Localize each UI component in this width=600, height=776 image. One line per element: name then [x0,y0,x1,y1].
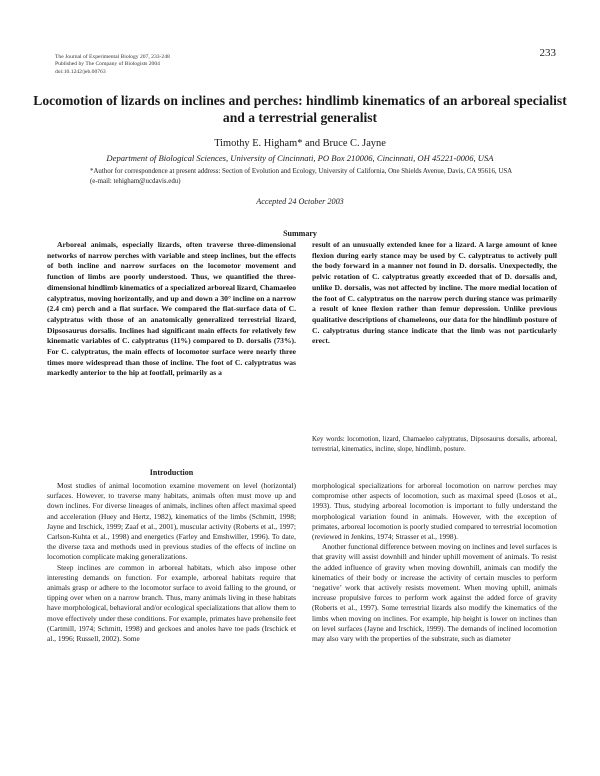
intro-paragraph: morphological specializations for arboreal locomotion on narrow perches may compromise other aspects of locomotion, such as maximal speed (Losos et al., 1993). Thus, studying arboreal locomotion is important to fully understand the morphological variation found in animals. However, with the exception of primates, arboreal locomotion is poorly studied compared to terrestrial locomotion (reviewed in Jenkins, 1974; Strasser et al., 1998). [312,481,557,542]
correspondence-note: *Author for correspondence at present address: Section of Evolution and Ecology, University of California, One Shields Avenue, Davis, CA 95616, USA (e-mail: tehigham@ucdavis.edu) [90,168,512,185]
keywords: Key words: locomotion, lizard, Chamaeleo calyptratus, Dipsosaurus dorsalis, arboreal, terrestrial, kinematics, incline, slope, hindlimb, posture. [312,436,557,454]
page-number: 233 [539,47,556,59]
intro-paragraph: Another functional difference between moving on inclines and level surfaces is that gravity will assist downhill and hinder uphill movement of animals. To resist the added influence of gravity when moving downhill, animals can modify the kinematics of their body or increase the activity of certain muscles to perform ‘negative’ work that actively resists movement. When moving uphill, animals increase propulsive forces to perform work against the added force of gravity (Roberts et al., 1997). Some terrestrial lizards also modify the kinematics of the limbs when moving on inclines. For example, hip height is lower on inclines than on level surfaces (Jayne and Irschick, 1999). The demands of inclined locomotion may also vary with the properties of the substrate, such as diameter [312,542,557,644]
journal-info [55,54,170,76]
introduction-heading: Introduction [149,468,194,477]
introduction-right-column [312,481,557,644]
affiliation: Department of Biological Sciences, University of Cincinnati, PO Box 210006, Cincinnati, OH 45221-0006, USA [106,153,494,163]
summary-left-column: Arboreal animals, especially lizards, often traverse three-dimensional networks of narrow perches with variable and steep inclines, but the effects of both incline and narrow surfaces on the locomotor movement and function of limbs are poorly understood. Thus, we quantified the three-dimensional hindlimb kinematics of a specialized arboreal lizard, Chamaeleo calyptratus, moving horizontally, and up and down a 30° incline on a narrow (2.4 cm) perch and a flat surface. We compared the flat-surface data of C. calyptratus with those of an anatomically generalized terrestrial lizard, Dipsosaurus dorsalis. Inclines had significant main effects for relatively few kinematic variables of C. calyptratus (11%) compared to D. dorsalis (73%). For C. calyptratus, the main effects of locomotor surface were nearly three times more widespread than those of incline. The foot of C. calyptratus was markedly anterior to the hip at footfall, primarily as a [47,240,296,378]
doi-line: doi:10.1242/jeb.00763 [55,68,106,75]
accepted-date: Accepted 24 October 2003 [256,197,344,206]
journal-citation: The Journal of Experimental Biology 207, 233-248 [55,54,170,60]
intro-paragraph: Steep inclines are common in arboreal habitats, which also impose other interesting demands on function. For example, arboreal habitats require that animals grasp or adhere to the locomotor surface to avoid falling to the ground, or tipping over when on a narrow branch. Thus, many animals living in these habitats have morphological, behavioral and/or ecological specializations that allow them to move effectively under these conditions. For example, primates have prehensile feet (Cartmill, 1974; Schmitt, 1998) and geckoes and anoles have toe pads (Irschick et al., 1996; Russell, 2002). Some [47,562,297,644]
publisher-line: Published by The Company of Biologists 2004 [55,61,160,68]
summary-heading: Summary [283,229,317,238]
introduction-left-column [47,481,296,644]
summary-right-column: result of an unusually extended knee for a lizard. A large amount of knee flexion during early stance may be used by C. calyptratus to actively pull the body forward in a manner not found in D. dorsalis. Unexpectedly, the pelvic rotation of C. calyptratus greatly exceeded that of D. dorsalis and, unlike D. dorsalis, was not affected by incline. The more medial location of the foot of C. calyptratus on the narrow perch during stance was primarily a result of knee flexion rather than femur depression. Unlike previous qualitative descriptions of chameleons, our data for the hindlimb posture of C. calyptratus during stance indicate that the limb was not particularly erect. [312,240,557,346]
article-title: Locomotion of lizards on inclines and perches: hindlimb kinematics of an arboreal specialist and a terrestrial generalist [33,93,567,125]
intro-paragraph: Most studies of animal locomotion examine movement on level (horizontal) surfaces. However, to traverse many habitats, animals often must move up and down inclines. For diverse lineages of animals, inclines often affect maximal speed and acceleration (Huey and Hertz, 1982), kinematics of the limbs (Schmitt, 1998; Jayne and Irschick, 1999; Zaaf et al., 2001), muscular activity (Roberts et al., 1997; Carlson-Kuhta et al., 1998) and energetics (Farley and Emshwiller, 1996). To date, the diverse taxa and methods used in previous studies of the effects of incline on locomotion complicate making generalizations. [47,481,296,562]
author-list: Timothy E. Higham* and Bruce C. Jayne [214,138,386,149]
